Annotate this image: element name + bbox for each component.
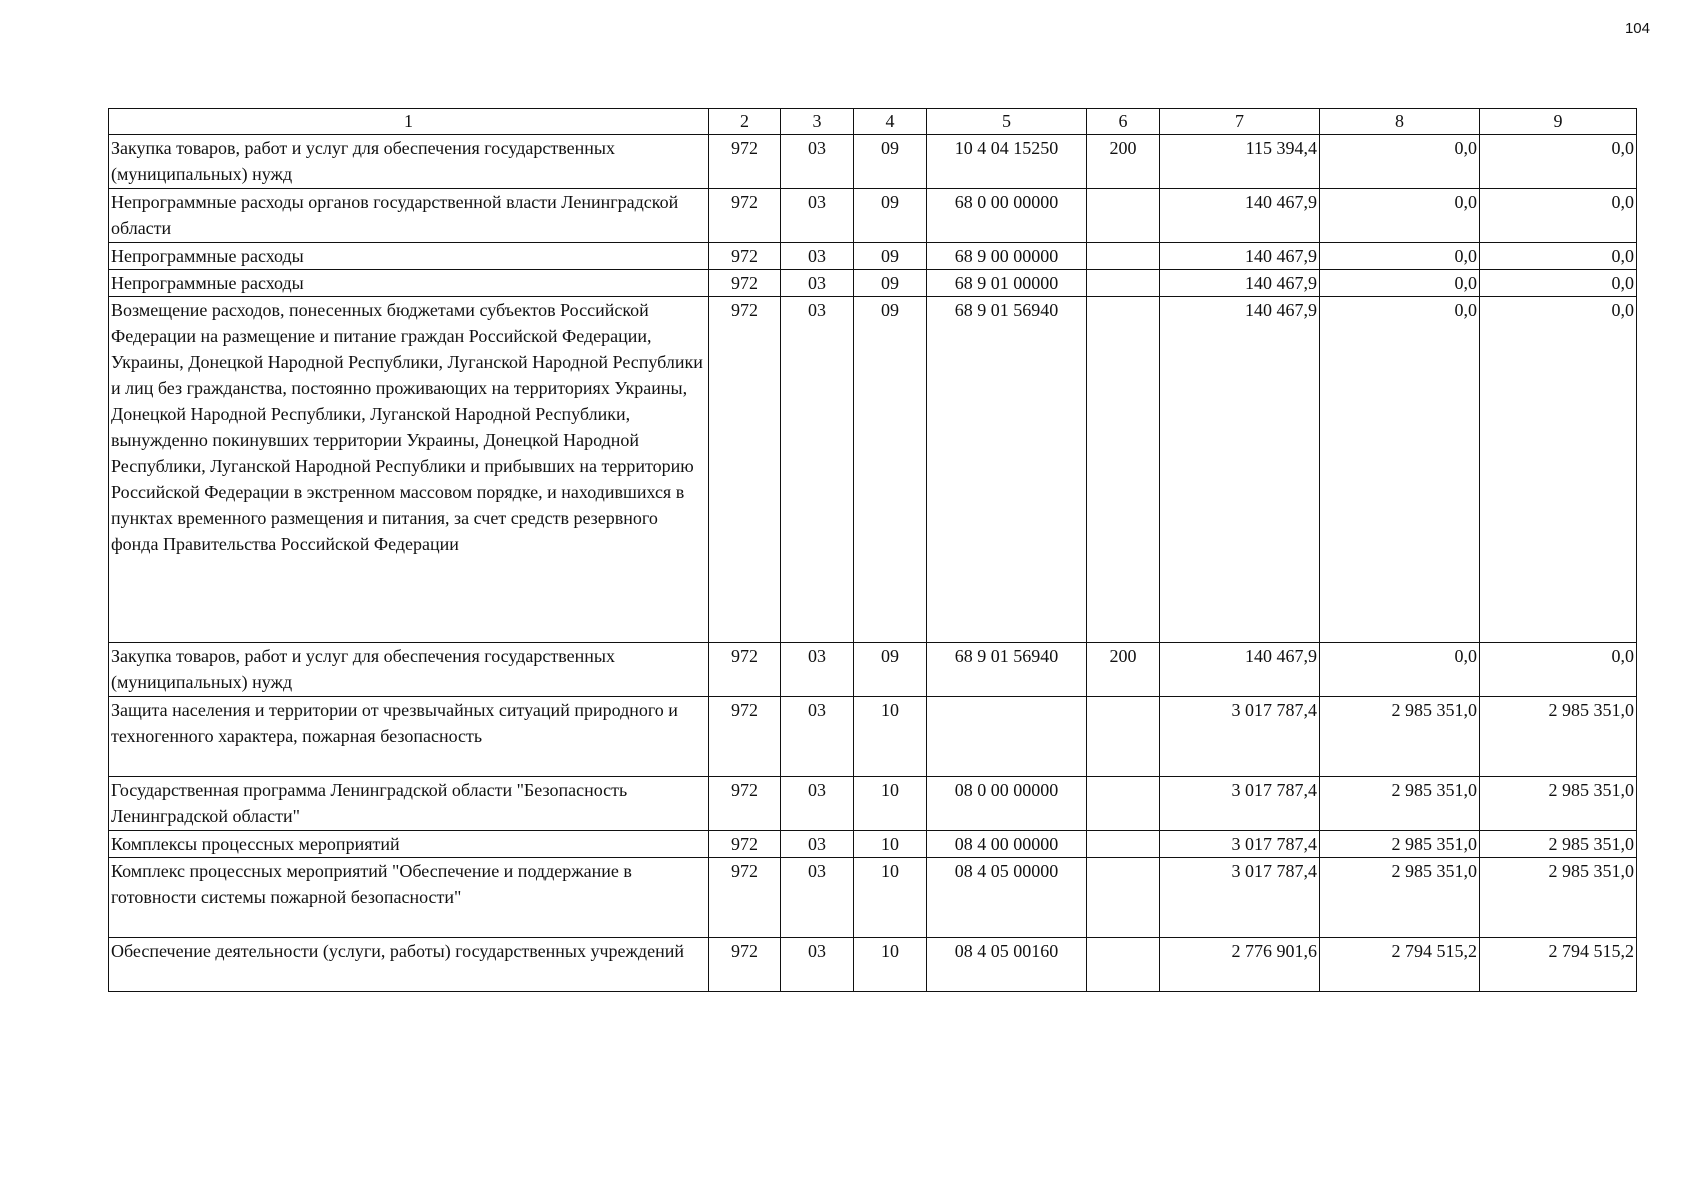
cell-col4: 10 bbox=[854, 777, 927, 831]
cell-col4: 09 bbox=[854, 135, 927, 189]
cell-col6 bbox=[1087, 297, 1160, 643]
cell-col6 bbox=[1087, 270, 1160, 297]
cell-col5: 08 4 05 00000 bbox=[927, 858, 1087, 938]
budget-table bbox=[108, 108, 1637, 992]
table-row bbox=[109, 831, 1637, 858]
cell-col3: 03 bbox=[781, 189, 854, 243]
cell-col4: 09 bbox=[854, 243, 927, 270]
header-cell: 6 bbox=[1087, 109, 1160, 135]
cell-col9: 2 985 351,0 bbox=[1480, 777, 1637, 831]
cell-col8: 2 794 515,2 bbox=[1320, 938, 1480, 992]
cell-col9: 0,0 bbox=[1480, 643, 1637, 697]
cell-col9: 2 985 351,0 bbox=[1480, 858, 1637, 938]
row-name: Государственная программа Ленинградской области "Безопасность Ленинградской области" bbox=[109, 777, 709, 831]
row-name: Закупка товаров, работ и услуг для обеспечения государственных (муниципальных) нужд bbox=[109, 135, 709, 189]
cell-col7: 140 467,9 bbox=[1160, 297, 1320, 643]
table-row bbox=[109, 297, 1637, 643]
cell-col3: 03 bbox=[781, 297, 854, 643]
header-cell: 9 bbox=[1480, 109, 1637, 135]
cell-col5: 08 4 00 00000 bbox=[927, 831, 1087, 858]
cell-col2: 972 bbox=[709, 938, 781, 992]
cell-col7: 3 017 787,4 bbox=[1160, 831, 1320, 858]
cell-col6 bbox=[1087, 189, 1160, 243]
cell-col7: 140 467,9 bbox=[1160, 243, 1320, 270]
cell-col4: 10 bbox=[854, 858, 927, 938]
table-row bbox=[109, 697, 1637, 777]
cell-col6 bbox=[1087, 243, 1160, 270]
cell-col5: 08 0 00 00000 bbox=[927, 777, 1087, 831]
cell-col8: 0,0 bbox=[1320, 643, 1480, 697]
cell-col8: 2 985 351,0 bbox=[1320, 831, 1480, 858]
header-cell: 7 bbox=[1160, 109, 1320, 135]
cell-col5 bbox=[927, 697, 1087, 777]
cell-col2: 972 bbox=[709, 270, 781, 297]
cell-col3: 03 bbox=[781, 643, 854, 697]
cell-col8: 2 985 351,0 bbox=[1320, 858, 1480, 938]
cell-col5: 08 4 05 00160 bbox=[927, 938, 1087, 992]
cell-col7: 140 467,9 bbox=[1160, 643, 1320, 697]
table-row bbox=[109, 938, 1637, 992]
cell-col3: 03 bbox=[781, 243, 854, 270]
cell-col2: 972 bbox=[709, 243, 781, 270]
cell-col8: 0,0 bbox=[1320, 243, 1480, 270]
cell-col7: 140 467,9 bbox=[1160, 270, 1320, 297]
cell-col6 bbox=[1087, 697, 1160, 777]
cell-col7: 3 017 787,4 bbox=[1160, 777, 1320, 831]
cell-col7: 3 017 787,4 bbox=[1160, 858, 1320, 938]
cell-col8: 0,0 bbox=[1320, 135, 1480, 189]
cell-col7: 3 017 787,4 bbox=[1160, 697, 1320, 777]
table-row bbox=[109, 858, 1637, 938]
table-row bbox=[109, 270, 1637, 297]
header-cell: 1 bbox=[109, 109, 709, 135]
row-name: Закупка товаров, работ и услуг для обеспечения государственных (муниципальных) нужд bbox=[109, 643, 709, 697]
cell-col2: 972 bbox=[709, 777, 781, 831]
cell-col3: 03 bbox=[781, 858, 854, 938]
header-cell: 3 bbox=[781, 109, 854, 135]
row-name: Комплекс процессных мероприятий "Обеспечение и поддержание в готовности системы пожарной безопасности" bbox=[109, 858, 709, 938]
table-row bbox=[109, 777, 1637, 831]
page-number: 104 bbox=[1624, 20, 1650, 37]
cell-col3: 03 bbox=[781, 135, 854, 189]
header-row bbox=[109, 109, 1637, 135]
cell-col6: 200 bbox=[1087, 135, 1160, 189]
row-name: Обеспечение деятельности (услуги, работы) государственных учреждений bbox=[109, 938, 709, 992]
cell-col7: 2 776 901,6 bbox=[1160, 938, 1320, 992]
row-name: Возмещение расходов, понесенных бюджетами субъектов Российской Федерации на размещение и питание граждан Российской Федерации, Украины, Донецкой Народной Республики, Луганской Народной Республики и лиц без гражданства, постоянно проживающих на территориях Украины, Донецкой Народной Республики, Луганской Народной Республики, вынужденно покинувших территории Украины, Донецкой Народной Республики, Луганской Народной Республики и прибывших на территорию Российской Федерации в экстренном массовом порядке, и находившихся в пунктах временного размещения и питания, за счет средств резервного фонда Правительства Российской Федерации bbox=[109, 297, 709, 643]
row-name: Непрограммные расходы bbox=[109, 270, 709, 297]
row-name: Комплексы процессных мероприятий bbox=[109, 831, 709, 858]
cell-col8: 0,0 bbox=[1320, 189, 1480, 243]
cell-col6 bbox=[1087, 858, 1160, 938]
cell-col3: 03 bbox=[781, 938, 854, 992]
cell-col5: 68 0 00 00000 bbox=[927, 189, 1087, 243]
cell-col2: 972 bbox=[709, 297, 781, 643]
cell-col3: 03 bbox=[781, 831, 854, 858]
cell-col9: 0,0 bbox=[1480, 135, 1637, 189]
cell-col2: 972 bbox=[709, 189, 781, 243]
cell-col5: 68 9 01 56940 bbox=[927, 643, 1087, 697]
cell-col9: 0,0 bbox=[1480, 270, 1637, 297]
cell-col3: 03 bbox=[781, 777, 854, 831]
cell-col2: 972 bbox=[709, 643, 781, 697]
cell-col9: 0,0 bbox=[1480, 189, 1637, 243]
cell-col8: 2 985 351,0 bbox=[1320, 697, 1480, 777]
cell-col4: 10 bbox=[854, 831, 927, 858]
cell-col3: 03 bbox=[781, 270, 854, 297]
row-name: Защита населения и территории от чрезвычайных ситуаций природного и техногенного характера, пожарная безопасность bbox=[109, 697, 709, 777]
cell-col4: 09 bbox=[854, 270, 927, 297]
cell-col6 bbox=[1087, 777, 1160, 831]
row-name: Непрограммные расходы bbox=[109, 243, 709, 270]
cell-col5: 68 9 01 00000 bbox=[927, 270, 1087, 297]
cell-col4: 09 bbox=[854, 189, 927, 243]
cell-col4: 09 bbox=[854, 297, 927, 643]
cell-col4: 09 bbox=[854, 643, 927, 697]
table-row bbox=[109, 189, 1637, 243]
header-cell: 5 bbox=[927, 109, 1087, 135]
table-row bbox=[109, 243, 1637, 270]
header-cell: 2 bbox=[709, 109, 781, 135]
row-name: Непрограммные расходы органов государственной власти Ленинградской области bbox=[109, 189, 709, 243]
table-row bbox=[109, 135, 1637, 189]
cell-col5: 68 9 00 00000 bbox=[927, 243, 1087, 270]
cell-col6 bbox=[1087, 938, 1160, 992]
cell-col5: 10 4 04 15250 bbox=[927, 135, 1087, 189]
cell-col4: 10 bbox=[854, 938, 927, 992]
cell-col2: 972 bbox=[709, 858, 781, 938]
cell-col9: 2 794 515,2 bbox=[1480, 938, 1637, 992]
cell-col2: 972 bbox=[709, 135, 781, 189]
cell-col7: 115 394,4 bbox=[1160, 135, 1320, 189]
cell-col8: 2 985 351,0 bbox=[1320, 777, 1480, 831]
cell-col9: 0,0 bbox=[1480, 297, 1637, 643]
cell-col6: 200 bbox=[1087, 643, 1160, 697]
cell-col4: 10 bbox=[854, 697, 927, 777]
table-row bbox=[109, 643, 1637, 697]
cell-col6 bbox=[1087, 831, 1160, 858]
header-cell: 8 bbox=[1320, 109, 1480, 135]
cell-col5: 68 9 01 56940 bbox=[927, 297, 1087, 643]
cell-col7: 140 467,9 bbox=[1160, 189, 1320, 243]
header-cell: 4 bbox=[854, 109, 927, 135]
cell-col9: 0,0 bbox=[1480, 243, 1637, 270]
cell-col9: 2 985 351,0 bbox=[1480, 831, 1637, 858]
cell-col9: 2 985 351,0 bbox=[1480, 697, 1637, 777]
cell-col2: 972 bbox=[709, 831, 781, 858]
cell-col8: 0,0 bbox=[1320, 270, 1480, 297]
cell-col3: 03 bbox=[781, 697, 854, 777]
cell-col2: 972 bbox=[709, 697, 781, 777]
cell-col8: 0,0 bbox=[1320, 297, 1480, 643]
